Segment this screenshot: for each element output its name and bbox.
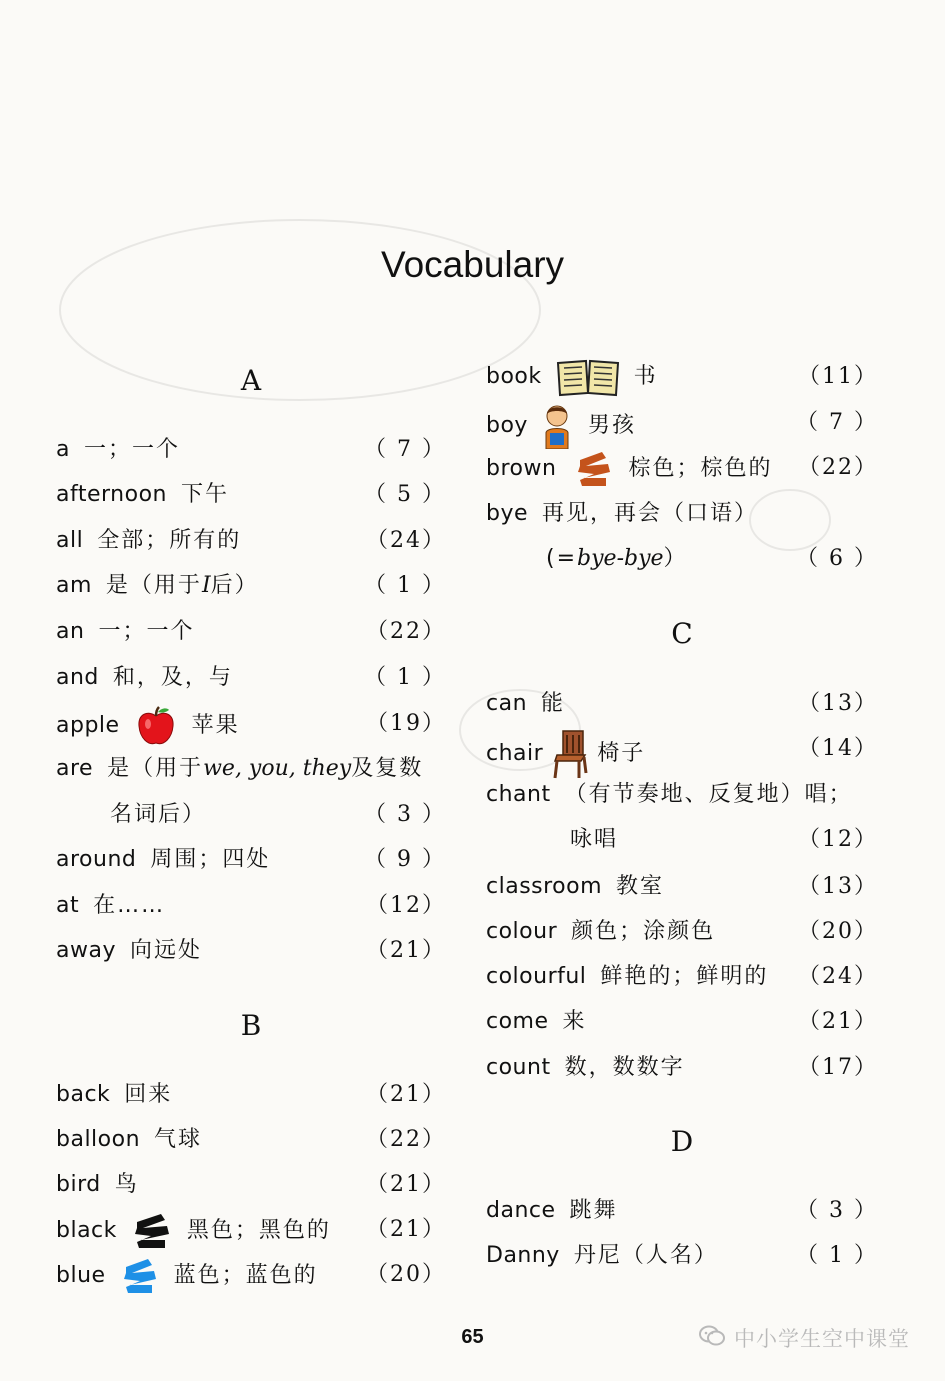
entry-bye — [486, 494, 878, 534]
entry-word: boy — [486, 413, 528, 438]
entry-page-ref: （ 3 ） — [364, 802, 446, 827]
entry-come — [486, 1002, 878, 1042]
entry-definition: 一；一个 — [98, 619, 195, 644]
section-letter-b: B — [240, 1009, 262, 1042]
entry-page-ref: （ 6 ） — [796, 546, 878, 571]
entry-page-ref: （ 1 ） — [364, 665, 446, 690]
entry-boy — [486, 403, 878, 443]
entry-danny — [486, 1236, 878, 1276]
boy-icon — [540, 403, 574, 449]
entry-chant-continued — [486, 820, 878, 860]
entry-definition: 蓝色；蓝色的 — [173, 1263, 318, 1288]
entry-word: black — [56, 1218, 117, 1243]
entry-definition: 教室 — [616, 874, 665, 899]
entry-word: book — [486, 364, 542, 389]
entry-word: count — [486, 1055, 551, 1080]
definition-text: 及复数 — [351, 756, 424, 781]
entry-word: am — [56, 573, 92, 598]
entry-definition: 一；一个 — [83, 437, 180, 462]
section-letter-c: C — [671, 617, 693, 650]
entry-page-ref: （ 7 ） — [364, 437, 446, 462]
entry-colourful — [486, 957, 878, 997]
definition-text: 后） — [210, 573, 259, 598]
entry-apple — [56, 704, 446, 744]
entry-definition: 黑色；黑色的 — [186, 1218, 331, 1243]
entry-page-ref: （12） — [366, 893, 446, 918]
entry-word: chair — [486, 741, 544, 766]
entry-definition: 颜色；涂颜色 — [571, 919, 716, 944]
definition-text: (= — [546, 546, 578, 571]
entry-definition: 向远处 — [129, 938, 202, 963]
definition-text: ） — [663, 546, 688, 571]
entry-page-ref: （21） — [366, 1172, 446, 1197]
entry-word: a — [56, 437, 70, 462]
entry-word: can — [486, 691, 528, 716]
entry-word: blue — [56, 1263, 106, 1288]
entry-can — [486, 684, 878, 724]
entry-count — [486, 1048, 878, 1088]
entry-word: colourful — [486, 964, 587, 989]
entry-page-ref: （22） — [366, 1127, 446, 1152]
book-icon — [556, 357, 620, 397]
entry-page-ref: （ 9 ） — [364, 847, 446, 872]
definition-italic: bye-bye — [577, 546, 664, 571]
definition-italic: I — [201, 573, 211, 598]
entry-definition — [106, 573, 259, 598]
entry-page-ref: （14） — [798, 736, 878, 761]
entry-word: dance — [486, 1198, 556, 1223]
page-number: 65 — [461, 1326, 484, 1348]
entry-page-ref: （19） — [366, 711, 446, 736]
entry-word: bird — [56, 1172, 101, 1197]
entry-page-ref: （13） — [798, 874, 878, 899]
black-paint-icon — [131, 1210, 173, 1252]
entry-definition: （有节奏地、反复地）唱； — [564, 782, 853, 807]
entry-definition: 鸟 — [114, 1172, 139, 1197]
entry-word: bye — [486, 501, 529, 526]
entry-word: chant — [486, 782, 551, 807]
entry-definition: 气球 — [154, 1127, 203, 1152]
entry-definition: 全部；所有的 — [97, 528, 242, 553]
entry-page-ref: （24） — [366, 528, 446, 553]
entry-definition: 跳舞 — [569, 1198, 618, 1223]
entry-word: an — [56, 619, 85, 644]
entry-page-ref: （20） — [366, 1262, 446, 1287]
entry-are — [56, 749, 446, 789]
entry-word: come — [486, 1009, 549, 1034]
entry-balloon — [56, 1120, 446, 1160]
entry-definition: 数，数数字 — [564, 1055, 685, 1080]
watermark-text: 中小学生空中课堂 — [734, 1327, 910, 1351]
entry-word: all — [56, 528, 84, 553]
entry-page-ref: （ 5 ） — [364, 482, 446, 507]
entry-page-ref: （11） — [798, 364, 878, 389]
entry-brown — [486, 448, 878, 488]
entry-definition-continued — [546, 546, 688, 571]
entry-colour — [486, 912, 878, 952]
entry-word: are — [56, 756, 94, 781]
entry-word: brown — [486, 456, 557, 481]
entry-word: back — [56, 1082, 111, 1107]
entry-definition: 棕色；棕色的 — [628, 456, 773, 481]
entry-black — [56, 1210, 446, 1250]
entry-definition: 来 — [562, 1009, 587, 1034]
entry-around — [56, 840, 446, 880]
entry-page-ref: （21） — [366, 1082, 446, 1107]
section-letter-a: A — [240, 364, 262, 397]
blue-paint-icon — [120, 1255, 160, 1297]
entry-definition-continued: 名词后） — [110, 802, 207, 827]
entry-page-ref: （21） — [798, 1009, 878, 1034]
entry-definition: 丹尼（人名） — [573, 1243, 718, 1268]
entry-definition: 周围；四处 — [150, 847, 271, 872]
entry-word: balloon — [56, 1127, 141, 1152]
entry-chair — [486, 729, 878, 769]
entry-page-ref: （20） — [798, 919, 878, 944]
section-letter-d: D — [670, 1125, 694, 1158]
entry-definition: 书 — [633, 364, 658, 389]
entry-page-ref: （ 1 ） — [796, 1243, 878, 1268]
entry-page-ref: （22） — [798, 455, 878, 480]
entry-definition: 鲜艳的；鲜明的 — [600, 964, 769, 989]
entry-chant — [486, 775, 878, 815]
apple-icon — [134, 704, 178, 748]
entry-definition: 回来 — [124, 1082, 173, 1107]
entry-definition: 能 — [541, 691, 566, 716]
entry-page-ref: （21） — [366, 1217, 446, 1242]
entry-am — [56, 566, 446, 606]
entry-page-ref: （ 7 ） — [796, 410, 878, 435]
brown-paint-icon — [574, 448, 614, 490]
entry-afternoon — [56, 475, 446, 515]
entry-bye-continued — [486, 539, 878, 579]
entry-and — [56, 658, 446, 698]
entry-page-ref: （ 1 ） — [364, 573, 446, 598]
entry-definition — [107, 756, 423, 781]
entry-word: afternoon — [56, 482, 167, 507]
entry-page-ref: （22） — [366, 619, 446, 644]
chat-bubble-icon — [698, 1324, 726, 1353]
chair-icon — [553, 729, 591, 779]
entry-dance — [486, 1191, 878, 1231]
entry-word: colour — [486, 919, 558, 944]
entry-back — [56, 1075, 446, 1115]
definition-italic: we, you, they — [203, 756, 352, 781]
entry-definition-continued: 咏唱 — [570, 827, 619, 852]
entry-definition: 再见，再会（口语） — [542, 501, 759, 526]
entry-are-continued — [56, 795, 446, 835]
entry-book — [486, 357, 878, 397]
entry-bird — [56, 1165, 446, 1205]
entry-a — [56, 430, 446, 470]
entry-word: around — [56, 847, 137, 872]
entry-page-ref: （21） — [366, 938, 446, 963]
entry-away — [56, 931, 446, 971]
entry-definition: 苹果 — [191, 713, 240, 738]
entry-page-ref: （24） — [798, 964, 878, 989]
entry-blue — [56, 1255, 446, 1295]
entry-definition: 在…… — [93, 893, 166, 918]
entry-classroom — [486, 867, 878, 907]
entry-all — [56, 521, 446, 561]
entry-page-ref: （12） — [798, 827, 878, 852]
entry-an — [56, 612, 446, 652]
entry-definition: 椅子 — [597, 741, 646, 766]
entry-word: classroom — [486, 874, 603, 899]
entry-page-ref: （13） — [798, 691, 878, 716]
entry-at — [56, 886, 446, 926]
entry-word: at — [56, 893, 80, 918]
definition-text: 是（用于 — [105, 573, 202, 598]
entry-word: apple — [56, 713, 120, 738]
watermark — [698, 1323, 910, 1353]
entry-definition: 下午 — [180, 482, 229, 507]
entry-word: and — [56, 665, 99, 690]
page-title: Vocabulary — [380, 244, 565, 285]
entry-word: Danny — [486, 1243, 560, 1268]
entry-word: away — [56, 938, 116, 963]
entry-definition: 男孩 — [587, 413, 636, 438]
entry-page-ref: （17） — [798, 1055, 878, 1080]
entry-page-ref: （ 3 ） — [796, 1198, 878, 1223]
entry-definition: 和，及，与 — [112, 665, 233, 690]
definition-text: 是（用于 — [107, 756, 204, 781]
